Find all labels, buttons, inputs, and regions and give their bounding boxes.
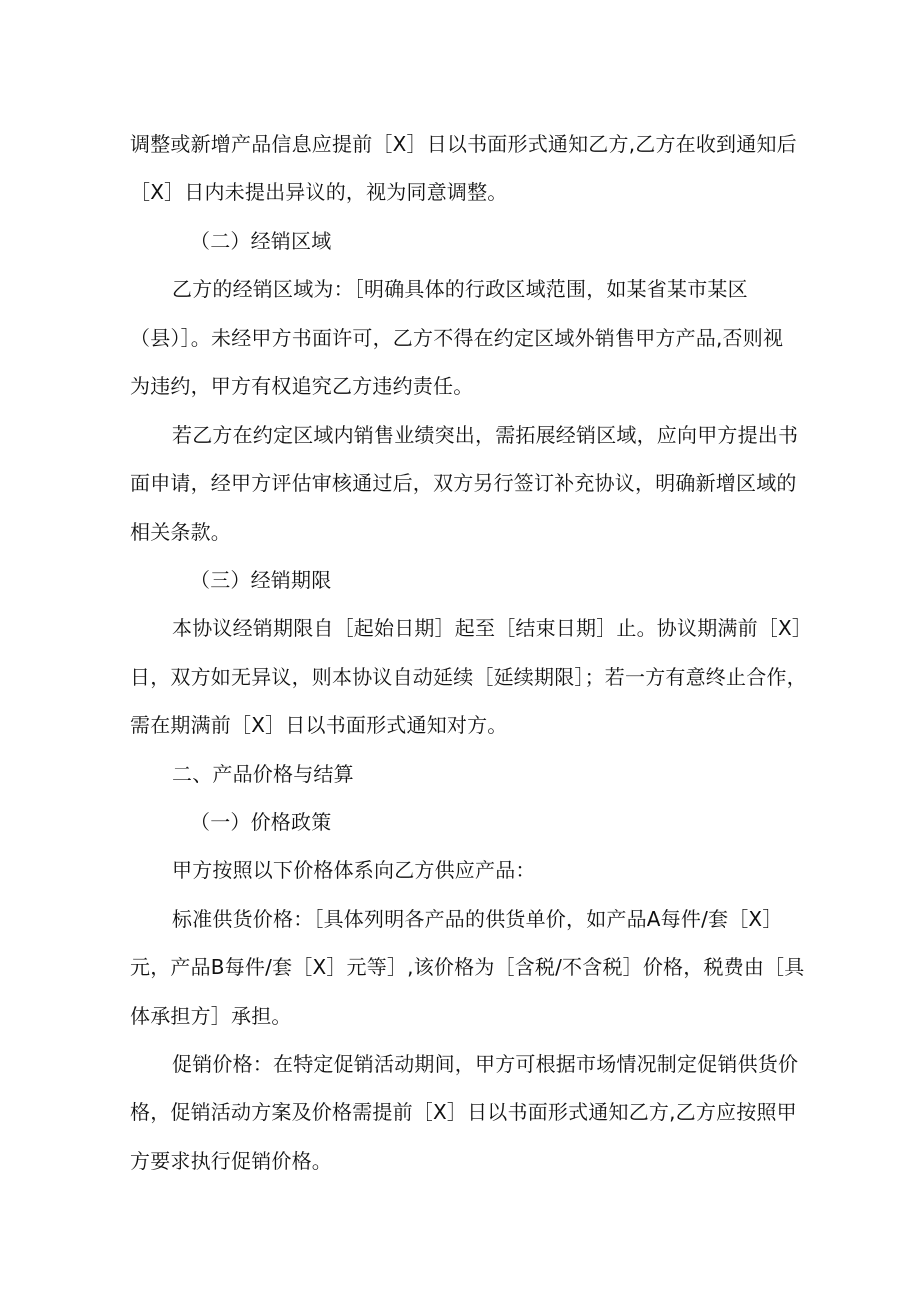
paragraph-line: 本协议经销期限自［起始日期］起至［结束日期］止。协议期满前［X］ <box>172 616 812 640</box>
paragraph-line: 格，促销活动方案及价格需提前［X］日以书面形式通知乙方,乙方应按照甲 <box>130 1100 797 1124</box>
paragraph-line: ［X］日内未提出异议的，视为同意调整。 <box>130 180 508 204</box>
chapter-heading: 二、产品价格与结算 <box>172 762 354 786</box>
section-heading: （一）价格政策 <box>190 810 332 834</box>
paragraph-line: 标准供货价格：［具体列明各产品的供货单价，如产品A每件/套［X］ <box>172 907 783 931</box>
section-heading: （二）经销区域 <box>190 229 332 253</box>
paragraph-line: 面申请，经甲方评估审核通过后，双方另行签订补充协议，明确新增区域的 <box>130 471 797 495</box>
paragraph-line: 日，双方如无异议，则本协议自动延续［延续期限］；若一方有意终止合作， <box>130 665 807 689</box>
paragraph-line: 相关条款。 <box>130 520 231 544</box>
paragraph-line: 调整或新增产品信息应提前［X］日以书面形式通知乙方,乙方在收到通知后 <box>130 132 797 156</box>
paragraph-line: 乙方的经销区域为：［明确具体的行政区域范围，如某省某市某区 <box>172 277 748 301</box>
paragraph-line: 若乙方在约定区域内销售业绩突出，需拓展经销区域，应向甲方提出书 <box>172 423 799 447</box>
paragraph-line: 为违约，甲方有权追究乙方违约责任。 <box>130 374 474 398</box>
paragraph-line: 元，产品B每件/套［X］元等］,该价格为［含税/不含税］价格，税费由［具 <box>130 955 805 979</box>
paragraph-line: 体承担方］承担。 <box>130 1004 292 1028</box>
paragraph-line: 促销价格：在特定促销活动期间，甲方可根据市场情况制定促销供货价 <box>172 1052 799 1076</box>
paragraph-line: 需在期满前［X］日以书面形式通知对方。 <box>130 713 508 737</box>
section-heading: （三）经销期限 <box>190 568 332 592</box>
paragraph-line: （县）］。未经甲方书面许可，乙方不得在约定区域外销售甲方产品,否则视 <box>130 326 784 350</box>
paragraph-line: 方要求执行促销价格。 <box>130 1149 332 1173</box>
paragraph-line: 甲方按照以下价格体系向乙方供应产品： <box>172 858 536 882</box>
